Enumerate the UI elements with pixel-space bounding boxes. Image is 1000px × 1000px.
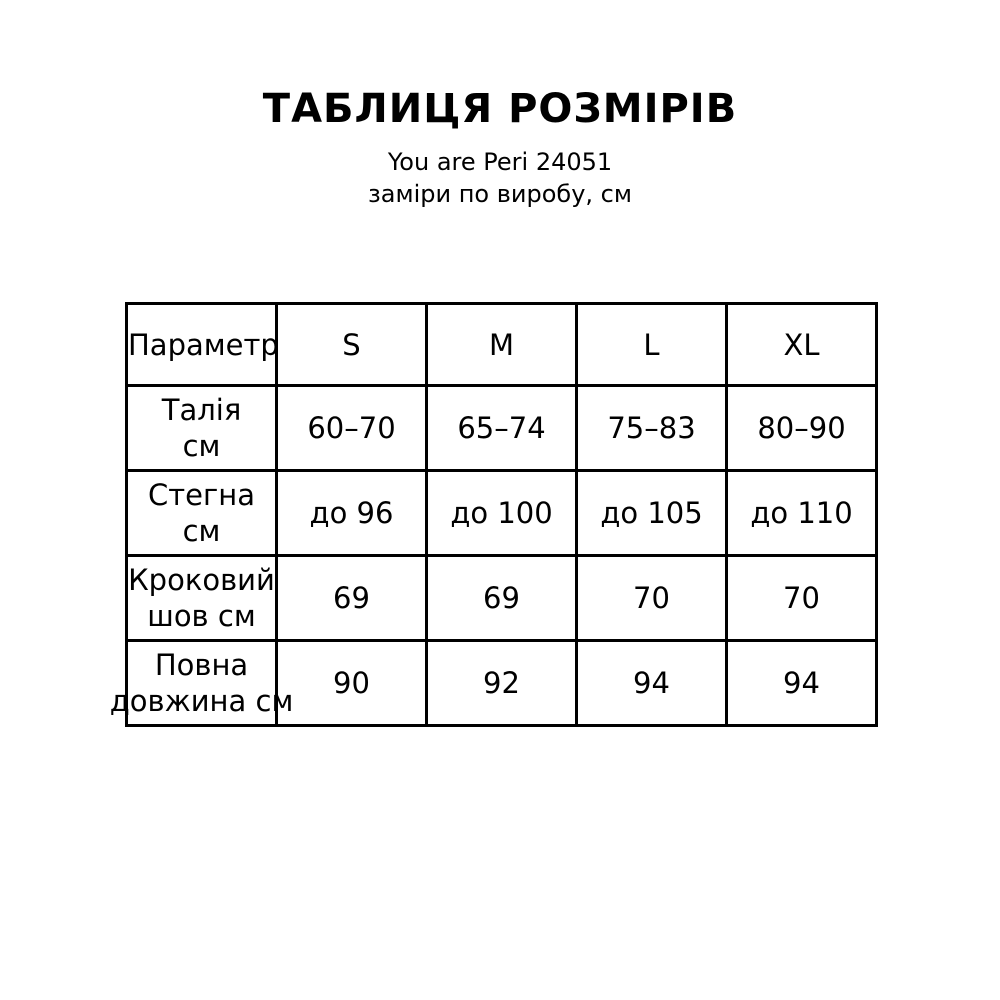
- cell-value: до 105: [577, 471, 727, 556]
- cell-value: 70: [727, 556, 877, 641]
- product-name: You are Peri 24051: [387, 148, 613, 176]
- cell-value: до 110: [727, 471, 877, 556]
- cell-value: 92: [427, 641, 577, 726]
- header-size-xl: XL: [727, 304, 877, 386]
- row-label-line: Талія: [161, 393, 242, 427]
- row-label-full-length: [109, 641, 294, 726]
- cell-value: 90: [277, 641, 427, 726]
- row-label-waist: [127, 386, 277, 471]
- header-size-m: M: [427, 304, 577, 386]
- cell-value: 69: [427, 556, 577, 641]
- page-title: ТАБЛИЦЯ РОЗМІРІВ: [262, 86, 738, 132]
- cell-value: 60–70: [277, 386, 427, 471]
- size-table: [109, 302, 878, 727]
- table-row-full-length: [127, 641, 877, 726]
- cell-value: 70: [577, 556, 727, 641]
- row-label-line: Повна: [154, 648, 249, 682]
- table-header-row: [127, 304, 877, 386]
- cell-value: 80–90: [727, 386, 877, 471]
- header-parameter: Параметр: [127, 304, 277, 386]
- cell-value: до 100: [427, 471, 577, 556]
- row-label-line: см: [182, 429, 221, 463]
- cell-value: 69: [277, 556, 427, 641]
- header-size-s: S: [277, 304, 427, 386]
- row-label-line: см: [182, 514, 221, 548]
- cell-value: 75–83: [577, 386, 727, 471]
- cell-value: до 96: [277, 471, 427, 556]
- cell-value: 94: [727, 641, 877, 726]
- table-row-waist: [127, 386, 877, 471]
- row-label-hips: [127, 471, 277, 556]
- table-row-inseam: [127, 556, 877, 641]
- row-label-line: довжина см: [109, 684, 294, 718]
- cell-value: 65–74: [427, 386, 577, 471]
- measurement-note: заміри по виробу, см: [368, 180, 632, 208]
- row-label-line: Кроковий: [128, 563, 275, 597]
- row-label-line: Стегна: [148, 478, 255, 512]
- row-label-inseam: [127, 556, 277, 641]
- cell-value: 94: [577, 641, 727, 726]
- table-row-hips: [127, 471, 877, 556]
- header-size-l: L: [577, 304, 727, 386]
- row-label-line: шов см: [147, 599, 256, 633]
